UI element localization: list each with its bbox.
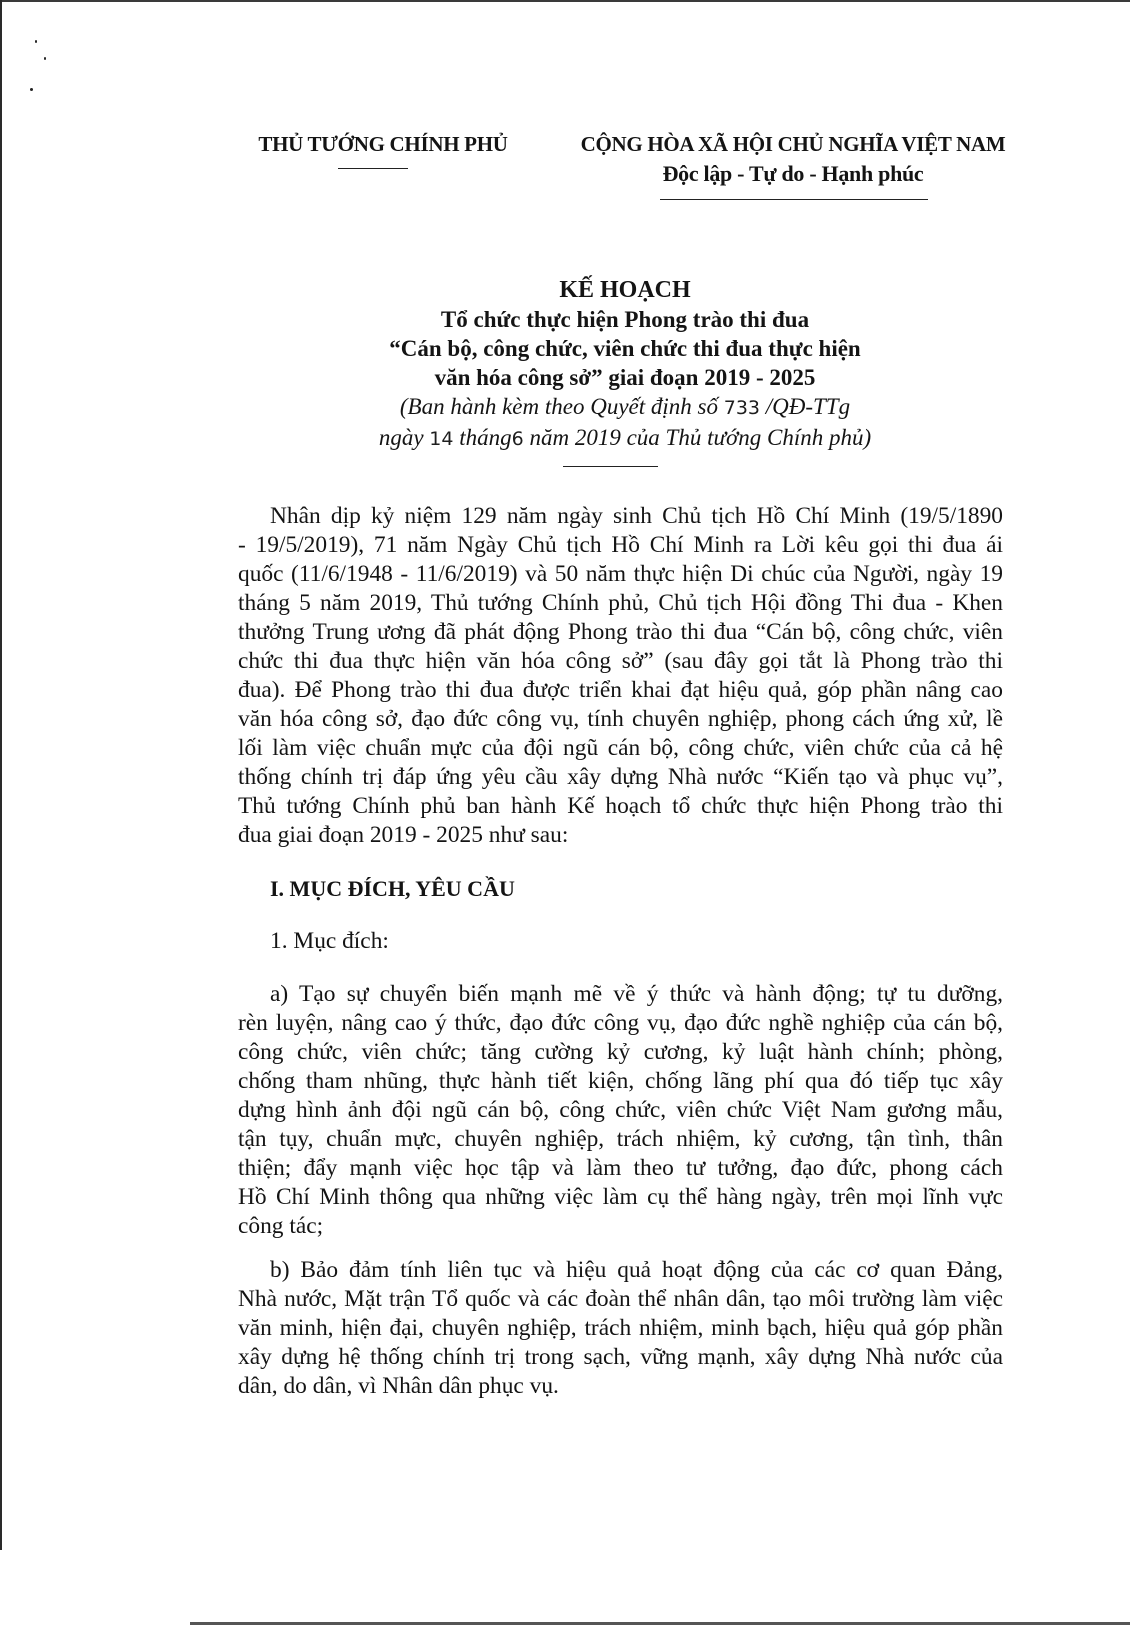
paragraph-a-line: Hồ Chí Minh thông qua những việc làm cụ thể hàng ngày, trên mọi lĩnh vực [238, 1184, 1003, 1210]
intro-line: thưởng Trung ương đã phát động Phong trào thi đua “Cán bộ, công chức, viên [238, 619, 1003, 645]
intro-line: văn hóa công sở, đạo đức công vụ, tính chuyên nghiệp, phong cách ứng xử, lề [238, 706, 1003, 732]
issuance-suffix: /QĐ-TTg [765, 394, 851, 419]
scan-edge-top [0, 0, 1130, 2]
issuer-underline [338, 168, 408, 169]
title-line-1: Tổ chức thực hiện Phong trào thi đua [440, 307, 810, 332]
intro-line: đua giai đoạn 2019 - 2025 như sau: [238, 822, 569, 848]
motto-underline [660, 199, 928, 200]
intro-line: chức thi đua thực hiện văn hóa công sở” (sau đây gọi tắt là Phong trào thi [238, 648, 1003, 674]
subsection-heading: 1. Mục đích: [270, 928, 389, 954]
intro-line: Thủ tướng Chính phủ ban hành Kế hoạch tổ chức thực hiện Phong trào thi [238, 793, 1003, 819]
date-suffix: năm 2019 của Thủ tướng Chính phủ) [529, 425, 872, 450]
issuance-date-line [240, 423, 1010, 454]
issuer-name: THỦ TƯỚNG CHÍNH PHỦ [258, 132, 508, 156]
month-label: tháng [459, 425, 512, 450]
paragraph-a-line: chống tham nhũng, thực hành tiết kiện, chống lãng phí qua đó tiếp tục xây [238, 1068, 1003, 1094]
title-line-2: “Cán bộ, công chức, viên chức thi đua thực hiện [389, 336, 861, 361]
decision-number: 733 [723, 397, 760, 419]
paragraph-a-line: công tác; [238, 1213, 324, 1239]
paragraph-b-line: Nhà nước, Mặt trận Tổ quốc và các đoàn thể nhân dân, tạo môi trường làm việc [238, 1286, 1003, 1312]
issuance-line [240, 392, 1010, 423]
paragraph-b-line: b) Bảo đảm tính liên tục và hiệu quả hoạt động của các cơ quan Đảng, [270, 1257, 1003, 1283]
issuance-prefix: (Ban hành kèm theo Quyết định số [399, 394, 718, 419]
date-prefix: ngày [378, 425, 424, 450]
scan-speck [44, 57, 46, 60]
issuance-day: 14 [429, 428, 454, 450]
paragraph-a-line: tận tụy, chuẩn mực, chuyên nghiệp, trách nhiệm, kỷ cương, tận tình, thân [238, 1126, 1003, 1152]
nation-header [548, 132, 1038, 187]
intro-line: thống chính trị đáp ứng yêu cầu xây dựng Nhà nước “Kiến tạo và phục vụ”, [238, 764, 1003, 790]
paragraph-b-line: dân, do dân, vì Nhân dân phục vụ. [238, 1373, 559, 1399]
scan-speck [35, 40, 37, 43]
paragraph-a-line: a) Tạo sự chuyển biến mạnh mẽ về ý thức và hành động; tự tu dưỡng, [270, 981, 1003, 1007]
intro-line: Nhân dịp kỷ niệm 129 năm ngày sinh Chủ tịch Hồ Chí Minh (19/5/1890 [270, 503, 1003, 529]
scan-speck [30, 88, 33, 91]
paragraph-a-line: thiện; đẩy mạnh việc học tập và làm theo tư tưởng, đạo đức, phong cách [238, 1155, 1003, 1181]
national-motto: Độc lập - Tự do - Hạnh phúc [662, 161, 924, 186]
issuance-month: 6 [511, 428, 524, 450]
intro-line: tháng 5 năm 2019, Thủ tướng Chính phủ, Chủ tịch Hội đồng Thi đua - Khen [238, 590, 1003, 616]
nation-name: CỘNG HÒA XÃ HỘI CHỦ NGHĨA VIỆT NAM [580, 132, 1006, 156]
section-heading: I. MỤC ĐÍCH, YÊU CẦU [270, 876, 515, 901]
title-line-3: văn hóa công sở” giai đoạn 2019 - 2025 [434, 365, 816, 390]
scan-edge-left [0, 0, 2, 1550]
paragraph-b-line: văn minh, hiện đại, chuyên nghiệp, trách nhiệm, minh bạch, hiệu quả góp phần [238, 1315, 1003, 1341]
intro-line: - 19/5/2019), 71 năm Ngày Chủ tịch Hồ Chí Minh ra Lời kêu gọi thi đua ái [238, 532, 1003, 558]
document-title-block [240, 276, 1010, 454]
document-type: KẾ HOẠCH [559, 277, 691, 303]
intro-line: lối làm việc chuẩn mực của đội ngũ cán bộ, công chức, viên chức của cả hệ [238, 735, 1003, 761]
title-underline [563, 466, 658, 467]
intro-line: quốc (11/6/1948 - 11/6/2019) và 50 năm thực hiện Di chúc của Người, ngày 19 [238, 561, 1003, 587]
paragraph-a-line: công chức, viên chức; tăng cường kỷ cương, kỷ luật hành chính; phòng, [238, 1039, 1003, 1065]
intro-line: đua). Để Phong trào thi đua được triển khai đạt hiệu quả, góp phần nâng cao [238, 677, 1003, 703]
paragraph-a-line: rèn luyện, nâng cao ý thức, đạo đức công vụ, đạo đức nghề nghiệp của cán bộ, [238, 1010, 1003, 1036]
paragraph-b-line: xây dựng hệ thống chính trị trong sạch, vững mạnh, xây dựng Nhà nước của [238, 1344, 1003, 1370]
paragraph-a-line: dựng hình ảnh đội ngũ cán bộ, công chức, viên chức Việt Nam gương mẫu, [238, 1097, 1003, 1123]
